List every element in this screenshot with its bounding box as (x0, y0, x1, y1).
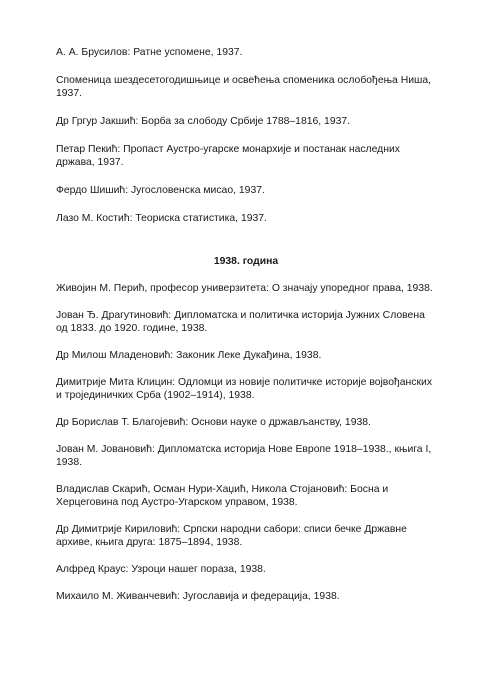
list-item: Петар Пекић: Пропаст Аустро-угарске монархије и постанак наследних држава, 1937. (56, 144, 400, 168)
list-item: Др Гргур Јакшић: Борба за слободу Србије 1788–1816, 1937. (56, 116, 351, 127)
list-item: А. А. Брусилов: Ратне успомене, 1937. (56, 47, 243, 58)
list-item: Владислав Скарић, Осман Нури-Хаџић, Никола Стојановић: Босна и Херцеговина под Аустро-Угарском управом, 1938. (56, 484, 389, 508)
list-item: Фердо Шишић: Југословенска мисао, 1937. (56, 185, 265, 196)
list-item: Живојин М. Перић, професор универзитета: О значају упоредног права, 1938. (56, 283, 433, 294)
list-item: Јован Ђ. Драгутиновић: Дипломатска и политичка историја Јужних Словена од 1833. до 1920. године, 1938. (56, 310, 425, 334)
list-item: Алфред Краус: Узроци нашег пораза, 1938. (56, 564, 266, 575)
list-item: Димитрије Мита Клицин: Одломци из новије политичке историје војвођанских и тројединичких Срба (1902–1914), 1938. (56, 377, 433, 401)
list-item: Др Борислав Т. Благојевић: Основи науке о држављанству, 1938. (56, 417, 371, 428)
list-item: Михаило М. Живанчевић: Југославија и федерација, 1938. (56, 591, 340, 602)
list-item: Др Димитрије Кириловић: Српски народни сабори: списи бечке Државне архиве, књига друга: 1875–1894, 1938. (56, 524, 407, 548)
document-page (56, 46, 436, 617)
list-item: Лазо М. Костић: Теориска статистика, 1937. (56, 213, 267, 224)
section-heading-1938: 1938. година (213, 256, 279, 267)
entries-1937 (56, 46, 436, 225)
list-item: Др Милош Младеновић: Законик Леке Дукађина, 1938. (56, 350, 322, 361)
list-item: Споменица шездесетогодишњице и освећења споменика ослобођења Ниша, 1937. (56, 75, 432, 99)
list-item: Јован М. Јовановић: Дипломатска историја Нове Европе 1918–1938., књига I, 1938. (56, 444, 432, 468)
entries-1938 (56, 282, 436, 603)
